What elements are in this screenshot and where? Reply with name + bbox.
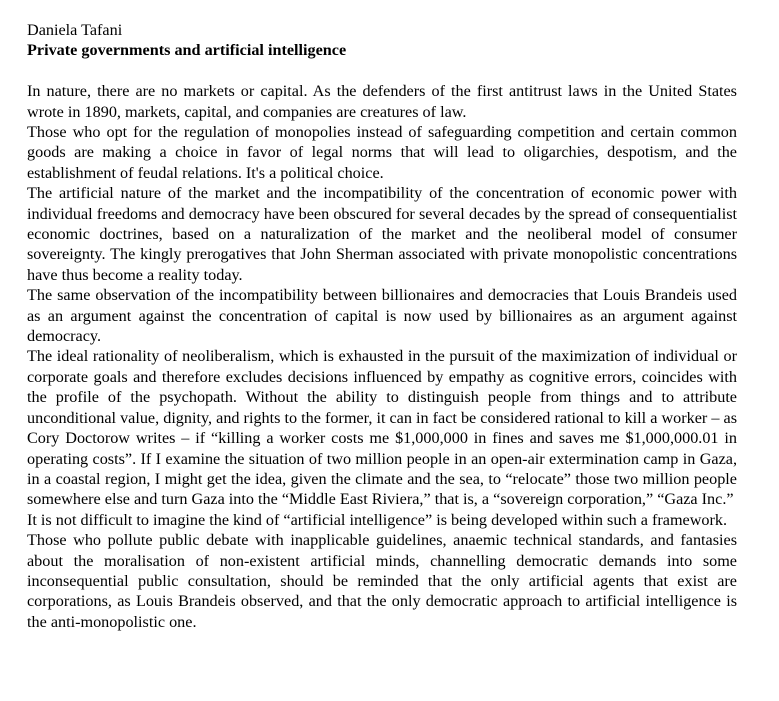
document-title: Private governments and artificial intelligence <box>27 41 347 60</box>
body-paragraph-7: Those who pollute public debate with inapplicable guidelines, anaemic technical standards, and fantasies about the moralisation of non-existent artificial minds, channelling democratic demands into some inconsequential public consultation, should be reminded that the only artificial agents that exist are corporations, as Louis Brandeis observed, and that the only democratic approach to artificial intelligence is the anti-monopolistic one. <box>27 531 737 631</box>
title-spacer <box>27 61 737 81</box>
body-paragraph-2: Those who opt for the regulation of monopolies instead of safeguarding competition and certain common goods are making a choice in favor of legal norms that will lead to oligarchies, despotism, and the establishment of feudal relations. It's a political choice. <box>27 123 737 182</box>
body-paragraph-5: The ideal rationality of neoliberalism, which is exhausted in the pursuit of the maximization of individual or corporate goals and therefore excludes decisions influenced by empathy as cognitive errors, coincides with the profile of the psychopath. Without the ability to distinguish people from things and to attribute unconditional value, dignity, and rights to the former, it can in fact be considered rational to kill a worker – as Cory Doctorow writes – if “killing a worker costs me $1,000,000 in fines and saves me $1,000,000.01 in operating costs”. If I examine the situation of two million people in an open-air extermination camp in Gaza, in a coastal region, I might get the idea, given the climate and the sea, to “relocate” those two million people somewhere else and turn Gaza into the “Middle East Riviera,” that is, a “sovereign corporation,” “Gaza Inc.” <box>27 347 737 509</box>
body-paragraph-3: The artificial nature of the market and the incompatibility of the concentration of economic power with individual freedoms and democracy have been obscured for several decades by the spread of consequentialist economic doctrines, based on a naturalization of the market and the neoliberal model of consumer sovereignty. The kingly prerogatives that John Sherman associated with private monopolistic concentrations have thus become a reality today. <box>27 184 737 284</box>
body-paragraph-6: It is not difficult to imagine the kind of “artificial intelligence” is being developed within such a framework. <box>27 510 728 529</box>
document-page <box>27 20 737 632</box>
author-name: Daniela Tafani <box>27 21 123 39</box>
body-paragraph-4: The same observation of the incompatibility between billionaires and democracies that Louis Brandeis used as an argument against the concentration of capital is now used by billionaires as an argument against democracy. <box>27 286 737 346</box>
body-paragraph-1: In nature, there are no markets or capital. As the defenders of the first antitrust laws in the United States wrote in 1890, markets, capital, and companies are creatures of law. <box>27 82 737 121</box>
